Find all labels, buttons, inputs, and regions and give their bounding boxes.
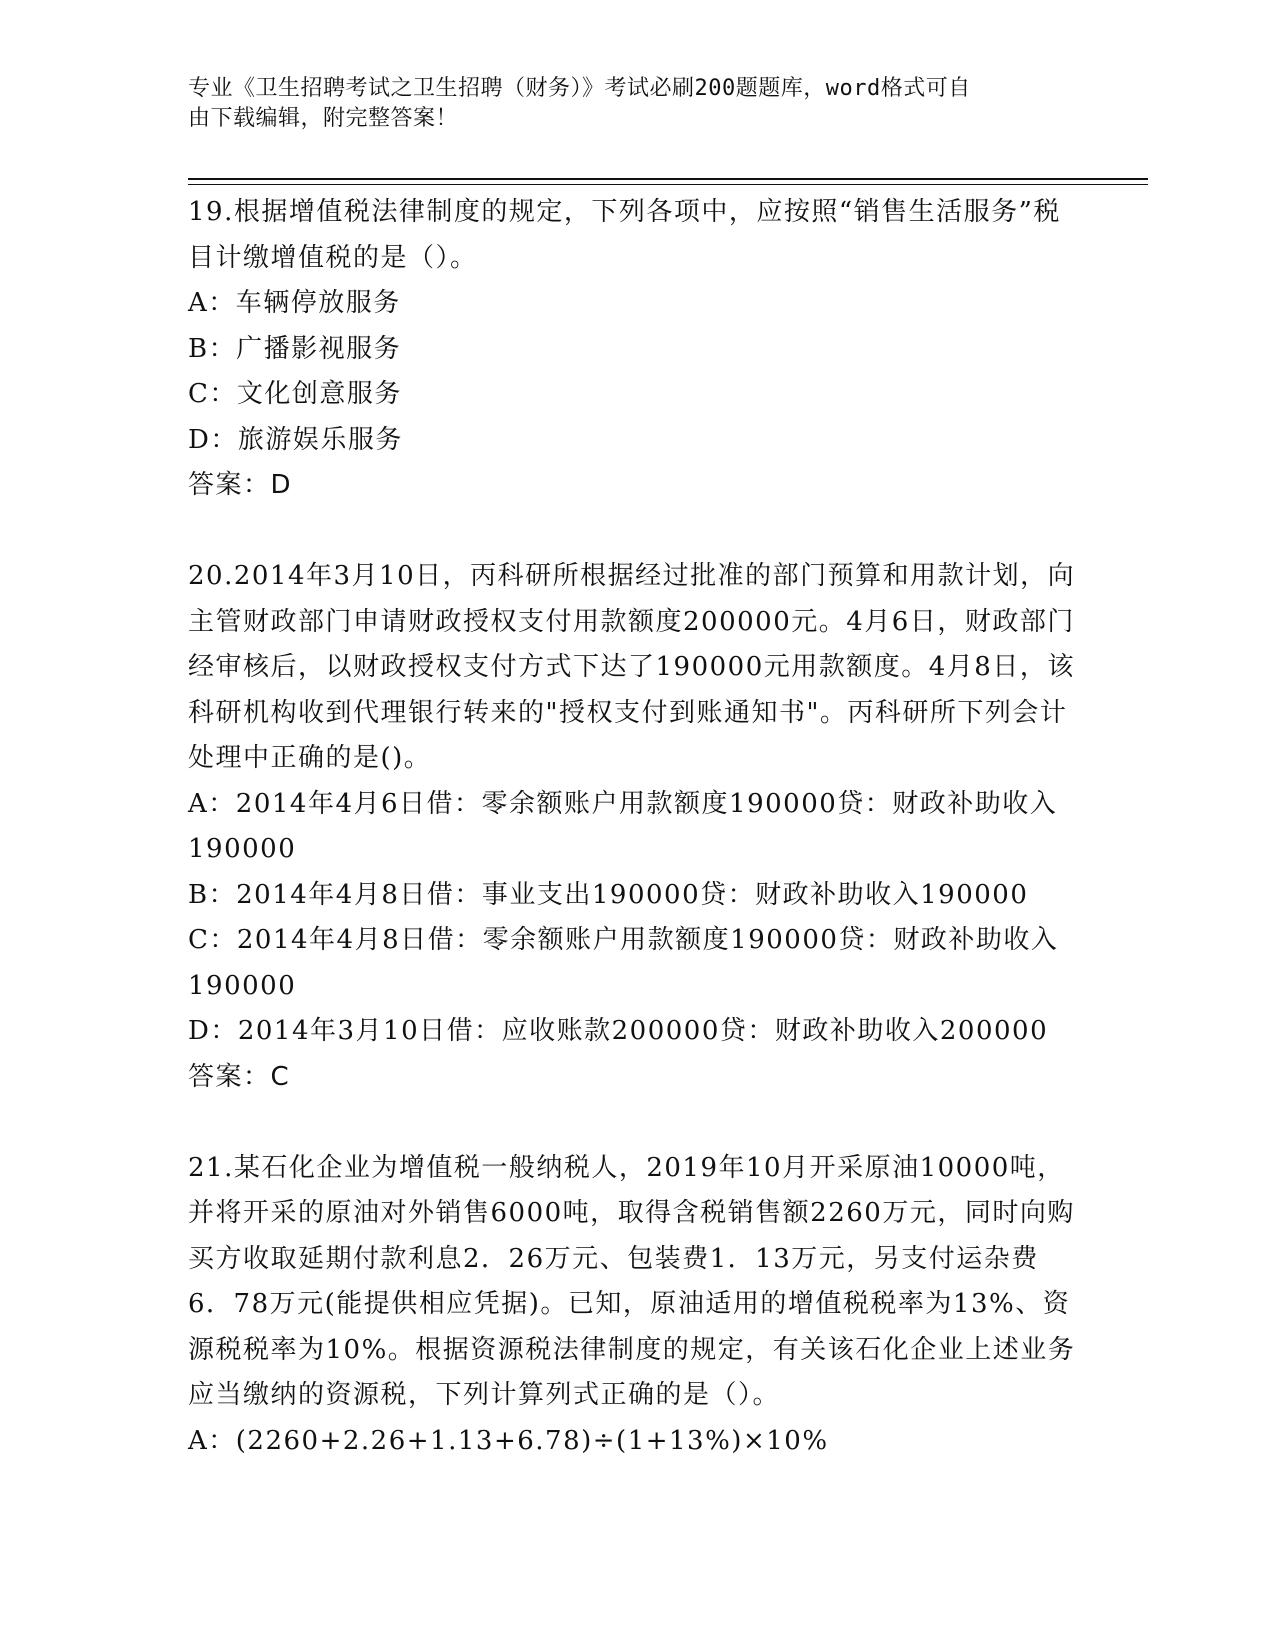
header-divider-thin [188,184,1148,185]
option-a: A：(2260+2.26+1.13+6.78)÷(1+13%)×10% [188,1425,829,1456]
option-c: C：2014年4月8日借：零余额账户用款额度190000贷：财政补助收入190000 [188,925,1059,1001]
header-divider-thick [188,178,1148,180]
option-a: A：2014年4月6日借：零余额账户用款额度190000贷：财政补助收入190000 [188,788,1058,864]
question-text: 19.根据增值税法律制度的规定，下列各项中，应按照“销售生活服务”税目计缴增值税的是（）。 [188,197,1061,273]
question-text: 20.2014年3月10日，丙科研所根据经过批准的部门预算和用款计划，向主管财政部门申请财政授权支付用款额度200000元。4月6日，财政部门经审核后，以财政授权支付方式下达了190000元用款额度。4月8日，该科研机构收到代理银行转来的"授权支付到账通知书"。丙科研所下列会计处理中正确的是()。 [188,561,1076,773]
option-d: D：旅游娱乐服务 [188,424,403,455]
option-b: B：广播影视服务 [188,333,402,364]
question-text: 21.某石化企业为增值税一般纳税人，2019年10月开采原油10000吨，并将开采的原油对外销售6000吨，取得含税销售额2260万元，同时向购买方收取延期付款利息2．26万元、包装费1．13万元，另支付运杂费6．78万元(能提供相应凭据)。已知，原油适用的增值税税率为13%、资源税税率为10%。根据资源税法律制度的规定，有关该石化企业上述业务应当缴纳的资源税，下列计算列式正确的是（）。 [188,1152,1076,1410]
option-b: B：2014年4月8日借：事业支出190000贷：财政补助收入190000 [188,879,1029,910]
header-title-line-1: 专业《卫生招聘考试之卫生招聘（财务）》考试必刷200题题库，word格式可自 [188,76,971,101]
option-a: A：车辆停放服务 [188,288,401,318]
question-list [188,190,1078,1464]
question-spacer [188,1100,1078,1146]
document-header [188,74,1068,134]
question-20 [188,554,1078,1100]
answer-label: 答案：D [188,470,293,500]
question-spacer [188,509,1078,555]
option-d: D：2014年3月10日借：应收账款200000贷：财政补助收入200000 [188,1016,1049,1046]
question-19 [188,190,1078,509]
header-title-line-2: 由下载编辑，附完整答案！ [188,106,459,131]
option-c: C：文化创意服务 [188,379,402,409]
question-21 [188,1146,1078,1465]
answer-label: 答案：C [188,1061,291,1092]
